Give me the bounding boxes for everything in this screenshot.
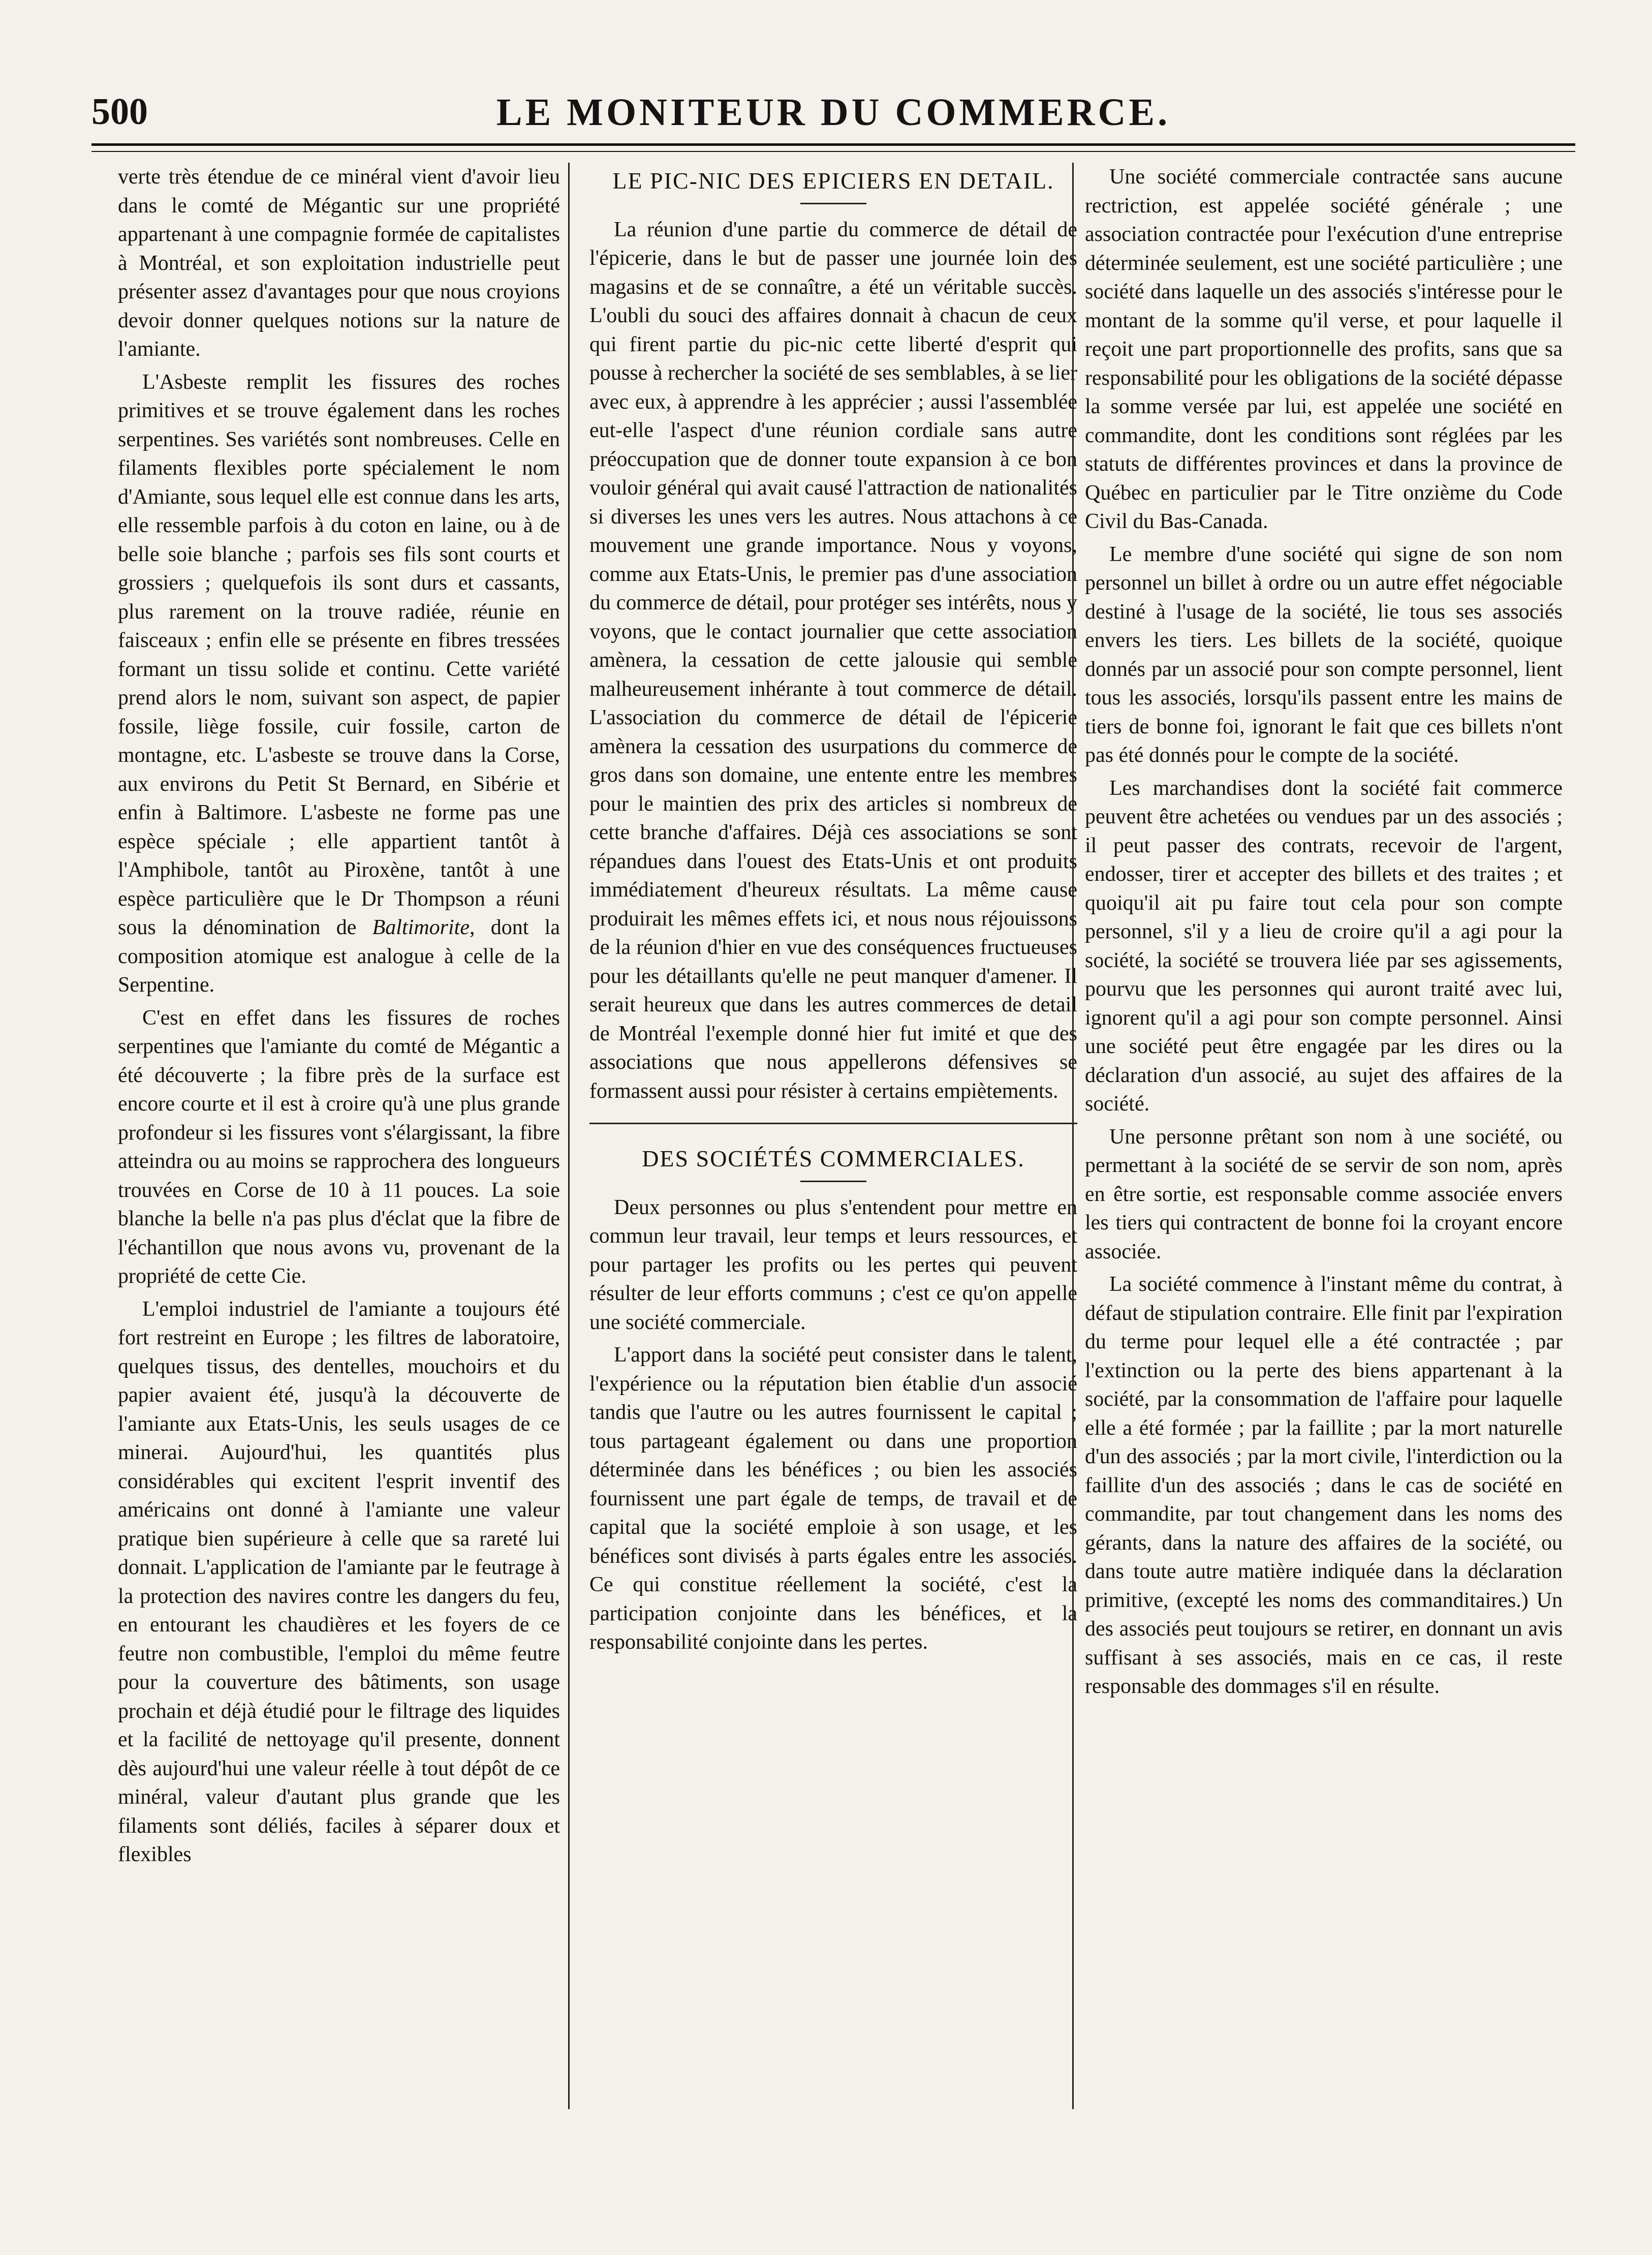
- paragraph: La réunion d'une partie du commerce de détail de l'épicerie, dans le but de passer une journée loin des magasins et de se connaître, a été un véritable succès. L'oubli du souci des affaires donnait à chacun de ceux qui firent partie du pic-nic cette liberté d'esprit qui pousse à rechercher la société de ses semblables, à se lier avec eux, à apprendre à les apprécier ; aussi l'assemblée eut-elle l'aspect d'une réunion cordiale sans autre préoccupation que de donner toute expansion à ce bon vouloir général qui avait causé l'attraction de nationalités si diverses les unes vers les autres. Nous attachons à ce mouvement une grande importance. Nous y voyons, comme aux Etats-Unis, le premier pas d'une association du commerce de détail, pour protéger ses intérêts, nous y voyons, que le contact journalier que cette association amènera, la cessation de cette jalousie qui semble malheureusement inhérante à tout commerce de détail. L'association du commerce de détail de l'épicerie amènera la cessation des usurpations du commerce de gros dans son domaine, une entente entre les membres pour le maintien des prix des articles si nombreux de cette branche d'affaires. Déjà ces associations se sont répandues dans l'ouest des Etats-Unis et ont produits immédiatement d'heureux résultats. La même cause produirait les mêmes effets ici, et nous nous réjouissons de la réunion d'hier en vue des conséquences fructueuses pour les détaillants qu'elle ne peut manquer d'amener. Il serait heureux que dans les autres commerces de detail de Montréal l'exemple donné hier fut imité et que des associations que nous appellerons défensives se formassent aussi pour résister à certains empiètements.: [589, 218, 1077, 1103]
- paragraph: [118, 368, 560, 1000]
- page-number: 500: [91, 91, 148, 133]
- column-1: [118, 163, 560, 1873]
- paragraph: C'est en effet dans les fissures de roches serpentines que l'amiante du comté de Mégantic a été découverte ; la fibre près de la surface est encore courte et il est à croire qu'à une plus grande profondeur si les fissures vont s'élargissant, la fibre atteindra ou au moins se rapprochera des longueurs trouvées en Corse de 10 à 11 pouces. La soie blanche la belle n'a pas plus d'éclat que la fibre de l'échantillon que nous avons vu, provenant de la propriété de cette Cie.: [118, 1006, 560, 1288]
- masthead-title: LE MONITEUR DU COMMERCE.: [496, 91, 1171, 134]
- header-rule: [91, 143, 1575, 152]
- column-3: [1085, 163, 1563, 1705]
- headline-rule: [800, 203, 866, 204]
- paragraph: verte très étendue de ce minéral vient d'avoir lieu dans le comté de Mégantic sur une propriété appartenant à une compagnie formée de capitalistes à Montréal, et son exploitation industrielle peut présenter assez d'avantages pour que nous croyions devoir donner quelques notions sur la nature de l'amiante.: [118, 165, 560, 361]
- paragraph: Le membre d'une société qui signe de son nom personnel un billet à ordre ou un autre effet négociable destiné à l'usage de la société, lie tous ses associés envers les tiers. Les billets de la société, quoique donnés par un associé pour son compte personnel, lient tous les associés, lorsqu'ils passent entre les mains de tiers de bonne foi, ignorant le fait que ces billets n'ont pas été donnés pour le compte de la société.: [1085, 542, 1563, 767]
- paragraph: Deux personnes ou plus s'entendent pour mettre en commun leur travail, leur temps et leurs ressources, et pour partager les profits ou les pertes qui peuvent résulter de leur efforts communs ; c'est ce qu'on appelle une société commerciale.: [589, 1195, 1077, 1334]
- paragraph: Une personne prêtant son nom à une société, ou permettant à la société de se servir de son nom, après en être sortie, est responsable comme associée envers les tiers qui contractent de bonne foi la croyant encore associée.: [1085, 1125, 1563, 1263]
- headline-rule: [800, 1181, 866, 1182]
- article-headline: DES SOCIÉTÉS COMMERCIALES.: [642, 1146, 1025, 1171]
- article-headline: LE PIC-NIC DES EPICIERS EN DETAIL.: [612, 168, 1054, 194]
- paragraph: L'apport dans la société peut consister dans le talent, l'expérience ou la réputation bien établie d'un associé tandis que l'autre ou les autres fournissent le capital ; tous partageant également ou dans une proportion déterminée dans les bénéfices ; ou bien les associés fournissent une part égale de temps, de travail et de capital que la société emploie à son usage, et les bénéfices sont divisés à parts égales entre les associés. Ce qui constitue réellement la société, c'est la participation conjointe dans les bénéfices, et la responsabilité conjointe dans les pertes.: [589, 1343, 1077, 1654]
- paragraph: Une société commerciale contractée sans aucune rectriction, est appelée société générale ; une association contractée pour l'exécution d'une entreprise déterminée seulement, est une société particulière ; une société dans laquelle un des associés s'intéresse pour le montant de la somme qu'il verse, et pour laquelle il reçoit une part proportionnelle des profits, sans que sa responsabilité pour les obligations de la société dépasse la somme versée par lui, est appelée une société en commandite, dont les conditions sont réglées par les statuts de différentes provinces et dans la province de Québec en particulier par le Titre onzième du Code Civil du Bas-Canada.: [1085, 165, 1563, 533]
- column-2: [589, 163, 1077, 1661]
- paragraph: L'emploi industriel de l'amiante a toujours été fort restreint en Europe ; les filtres de laboratoire, quelques tissus, des dentelles, mouchoirs et du papier avaient été, jusqu'à la découverte de l'amiante aux Etats-Unis, les seuls usages de ce minerai. Aujourd'hui, les quantités plus considérables qui excitent l'esprit inventif des américains ont donné à l'amiante une valeur pratique bien supérieure à celle que sa rareté lui donnait. L'application de l'amiante par le feutrage à la protection des navires contre les dangers du feu, en entourant les chaudières et les foyers de ce feutre non combustible, l'emploi du même feutre pour la couverture des bâtiments, son usage prochain et déjà étudié pour le filtrage des liquides et la facilité de nettoyage qu'il presente, donnent dès aujourd'hui une valeur réelle à tout dépôt de ce minéral, valeur d'autant plus grande que les filaments sont déliés, faciles à séparer doux et flexibles: [118, 1297, 560, 1866]
- paragraph-text: L'Asbeste remplit les fissures des roches primitives et se trouve également dans les roches serpentines. Ses variétés sont nombreuses. Celle en filaments flexibles porte spécialement le nom d'Amiante, sous lequel elle est connue dans les arts, elle ressemble parfois à du coton en laine, ou à de belle soie blanche ; parfois ses fils sont courts et grossiers ; quelquefois ils sont durs et cassants, plus rarement on la trouve radiée, réunie en faisceaux ; enfin elle se présente en fibres tressées formant un tissu solide et continu. Cette variété prend alors le nom, suivant son aspect, de papier fossile, liège fossile, cuir fossile, carton de montagne, etc. L'asbeste se trouve dans la Corse, aux environs du Petit St Bernard, en Sibérie et enfin à Baltimore. L'asbeste ne forme pas une espèce spéciale ; elle appartient tantôt à l'Amphibole, tantôt au Piroxène, tantôt à une espèce particulière que le Dr Thompson a réuni sous la dénomination de: [118, 370, 560, 939]
- column-divider-1: [568, 163, 570, 2109]
- paragraph-text: , dont la composition atomique est analogue à celle de la Serpentine.: [118, 916, 560, 997]
- section-divider: [589, 1123, 1077, 1124]
- emphasis-term: Baltimorite: [372, 916, 470, 939]
- paragraph: Les marchandises dont la société fait commerce peuvent être achetées ou vendues par un des associés ; il peut passer des contrats, recevoir de l'argent, endosser, tirer et accepter des billets et des traites ; et quoiqu'il ait pu faire tout cela pour son compte personnel, s'il y a lieu de croire qu'il a agi pour la société, la société se trouvera liée par ses agissements, pourvu que les personnes qui auront traité avec lui, ignorent qu'il a agi pour son compte personnel. Ainsi une société peut être engagée par les dires ou la déclaration d'un associé, au sujet des affaires de la société.: [1085, 776, 1563, 1116]
- paragraph: La société commence à l'instant même du contrat, à défaut de stipulation contraire. Elle finit par l'expiration du terme pour lequel elle a été contractée ; par l'extinction ou la perte des biens appartenant à la société, par la consommation de l'affaire pour laquelle elle a été formée ; par la faillite ; par la mort naturelle d'un des associés ; par la mort civile, l'interdiction ou la faillite d'un des associés ; dans le cas de société en commandite, par tout changement dans les noms des gérants, dans la nature des affaires de la société, ou dans toute autre matière indiquée dans la déclaration primitive, (excepté les noms des commanditaires.) Un des associés peut toujours se retirer, en donnant un avis suffisant à ses associés, mais en ce cas, il reste responsable des dommages s'il en résulte.: [1085, 1273, 1563, 1698]
